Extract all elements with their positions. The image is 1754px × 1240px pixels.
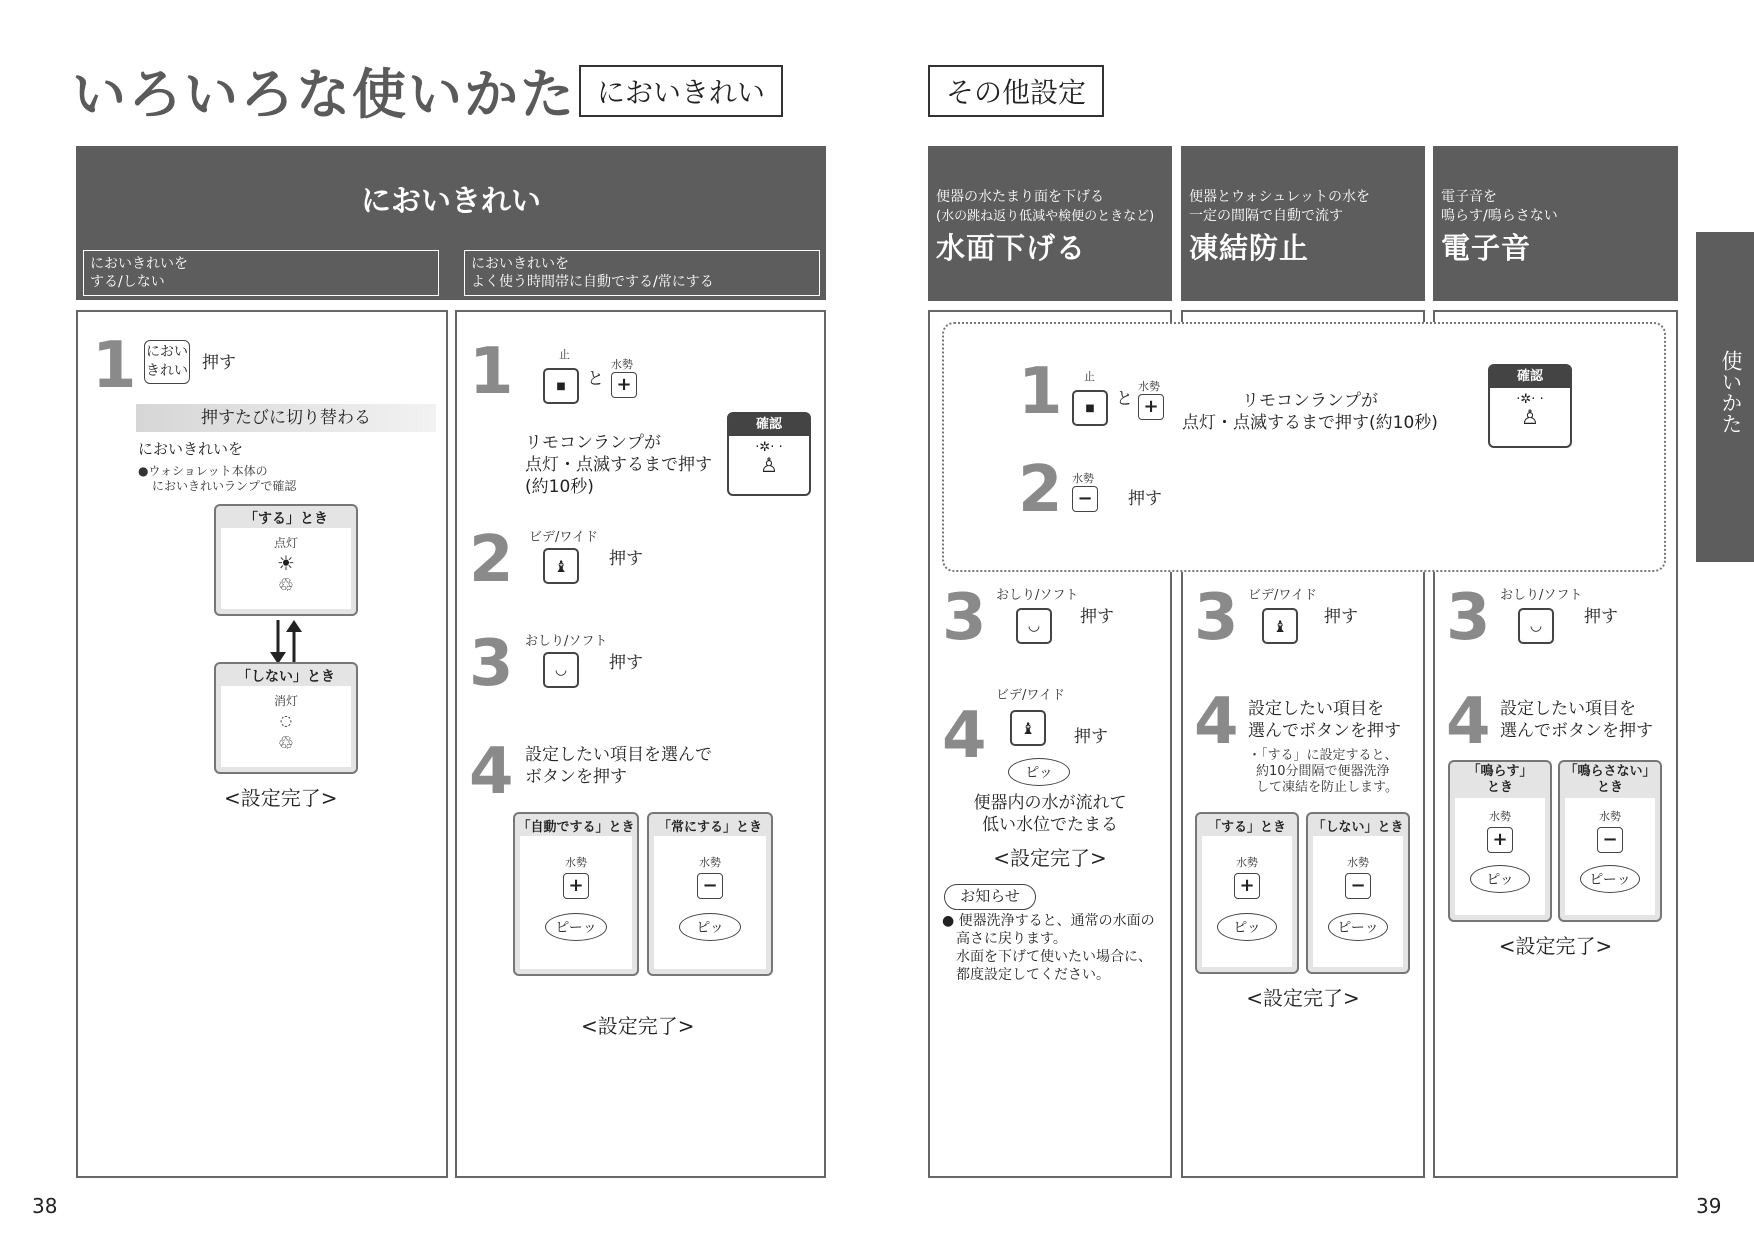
card-freeze-off <box>1306 812 1410 974</box>
confirm-lamp-box <box>1488 364 1572 448</box>
water-label: 水勢 <box>1347 856 1369 869</box>
water-minus-button[interactable]: − <box>1597 827 1623 853</box>
desc-line2: 一定の間隔で自動で流す <box>1189 208 1343 224</box>
col2-step4-line2: 選んでボタンを押す <box>1248 721 1401 741</box>
setting-done: <設定完了> <box>1246 986 1360 1010</box>
notice-line4: 都度設定してください。 <box>956 967 1110 983</box>
note-line3: においきれいランプで確認 <box>152 479 297 493</box>
blink-icon: ·✲· · <box>755 440 783 455</box>
setting-done: <設定完了> <box>1498 934 1613 958</box>
beep-bubble: ピーッ <box>545 913 607 941</box>
step-number: 1 <box>92 329 137 403</box>
beep-bubble: ピッ <box>1008 758 1070 786</box>
note-line1: においきれいを <box>138 440 244 458</box>
step2-action: 押す <box>609 549 643 569</box>
card-sound-on-header <box>1450 764 1550 796</box>
confirm-header: 確認 <box>729 414 809 436</box>
side-tab-usage[interactable]: 使いかた <box>1696 232 1754 562</box>
card-freeze-on-header: 「する」とき <box>1207 820 1286 835</box>
oshiri-label: おしり/ソフト <box>996 588 1079 603</box>
water-plus-button[interactable]: + <box>563 873 589 899</box>
shared-step1-line1: リモコンランプが <box>1241 391 1378 411</box>
beep-bubble: ピッ <box>1217 913 1277 941</box>
col1-result-line2: 低い水位でたまる <box>982 815 1118 835</box>
lamp-off-icon: ◌ <box>279 713 293 729</box>
section-title-box: においきれい <box>579 65 783 117</box>
desc-line2: (水の跳ね返り低減や検便のときなど) <box>936 209 1155 224</box>
subbox-auto-line1: においきれいを <box>471 256 569 272</box>
step-action: 押す <box>202 353 236 373</box>
shared-step1-text <box>1182 390 1438 434</box>
water-plus-button[interactable]: + <box>1234 873 1260 899</box>
and-text: と <box>587 369 604 389</box>
water-label: 水勢 <box>1489 810 1511 823</box>
lamp-on-icon: ☀ <box>277 551 295 575</box>
beep-bubble: ピッ <box>679 913 741 941</box>
oshiri-label: おしり/ソフト <box>1500 588 1583 603</box>
confirm-lamp-box <box>727 412 811 496</box>
notice-text <box>942 912 1168 984</box>
nioi-header-title: においきれい <box>361 184 541 219</box>
and-text: と <box>1116 389 1133 409</box>
shared-step2-action: 押す <box>1128 489 1162 509</box>
water-label: 水勢 <box>699 856 721 869</box>
header-freeze <box>1181 146 1425 301</box>
header-freeze-desc <box>1189 188 1370 226</box>
toggle-banner: 押すたびに切り替わる <box>136 404 436 432</box>
desc-line1: 便器の水たまり面を下げる <box>936 189 1104 205</box>
bidet-label: ビデ/ワイド <box>996 688 1065 703</box>
step4-text-line2: ボタンを押す <box>525 767 627 787</box>
card-freeze-off-header: 「しない」とき <box>1312 820 1404 835</box>
oshiri-icon: ◡ <box>554 662 568 678</box>
beep-bubble: ピッ <box>1470 865 1530 893</box>
bidet-button[interactable] <box>1010 710 1046 746</box>
notice-line2: 高さに戻ります。 <box>956 931 1067 947</box>
person-icon: ♙ <box>760 453 778 477</box>
water-label: 水勢 <box>1599 810 1621 823</box>
setting-done: <設定完了> <box>581 1014 695 1038</box>
step-number: 1 <box>1018 355 1063 429</box>
page-number-left: 38 <box>32 1194 58 1218</box>
bidet-icon: ♝ <box>553 556 569 576</box>
bidet-label: ビデ/ワイド <box>529 530 598 545</box>
step1-text-line1: リモコンランプが <box>525 433 661 453</box>
step-number: 4 <box>469 735 514 809</box>
page-title: いろいろな使いかた <box>72 63 576 126</box>
header-freeze-title: 凍結防止 <box>1189 231 1310 265</box>
subbox-auto <box>464 250 820 296</box>
header-water-level <box>928 146 1172 301</box>
button-label-line2: きれい <box>146 363 188 379</box>
notice-line1: ● 便器洗浄すると、通常の水面の <box>942 913 1155 929</box>
toggle-arrows-icon <box>266 618 306 666</box>
subbox-on-off-line1: においきれいを <box>90 256 188 272</box>
oshiri-button[interactable] <box>1016 608 1052 644</box>
step-number: 4 <box>942 699 987 773</box>
desc-line2: 鳴らす/鳴らさない <box>1441 208 1558 224</box>
header-sound-desc <box>1441 188 1558 226</box>
col1-step3-action: 押す <box>1080 607 1114 627</box>
col2-step4-note <box>1248 748 1398 796</box>
note-line2: ●ウォショレット本体の <box>138 464 268 478</box>
water-label: 水勢 <box>1072 472 1094 485</box>
water-label: 水勢 <box>565 856 587 869</box>
water-label: 水勢 <box>611 358 633 371</box>
water-plus-button[interactable]: + <box>1138 394 1164 420</box>
shared-step1-line2: 点灯・点滅するまで押す(約10秒) <box>1182 413 1438 433</box>
card-header-line2: とき <box>1486 780 1513 795</box>
stop-icon: ■ <box>556 380 566 392</box>
step-number: 2 <box>469 523 514 597</box>
water-minus-button[interactable]: − <box>1345 873 1371 899</box>
card-header-line2: とき <box>1596 780 1623 795</box>
oshiri-button[interactable] <box>1518 608 1554 644</box>
step-number: 3 <box>469 627 514 701</box>
nioi-header <box>76 146 826 300</box>
step1-text-line2: 点灯・点滅するまで押す <box>525 455 712 475</box>
deodorize-icon: ♲ <box>277 733 295 754</box>
col2-note-line3: して凍結を防止します。 <box>1256 780 1398 795</box>
water-minus-button[interactable]: − <box>697 873 723 899</box>
col1-result-line1: 便器内の水が流れて <box>973 793 1127 813</box>
person-icon: ♙ <box>1521 405 1539 429</box>
section-title-box: その他設定 <box>928 65 1104 117</box>
setting-done: <設定完了> <box>993 846 1107 870</box>
bidet-icon: ♝ <box>1020 718 1036 738</box>
col2-note-line2: 約10分間隔で便器洗浄 <box>1256 764 1390 779</box>
step4-text-line1: 設定したい項目を選んで <box>525 745 712 765</box>
beep-bubble: ピーッ <box>1328 913 1388 941</box>
card-always <box>647 812 773 976</box>
card-on <box>214 504 358 616</box>
water-label: 水勢 <box>1236 856 1258 869</box>
header-water-level-desc <box>936 188 1154 226</box>
water-plus-button[interactable]: + <box>611 372 637 398</box>
water-label: 水勢 <box>1138 380 1160 393</box>
notice-label: お知らせ <box>944 884 1036 910</box>
oshiri-button[interactable] <box>543 652 579 688</box>
bidet-icon: ♝ <box>1272 616 1288 636</box>
card-freeze-on <box>1195 812 1299 974</box>
stop-label: 止 <box>1084 370 1095 383</box>
header-sound-title: 電子音 <box>1441 231 1532 265</box>
step1-text-line3: (約10秒) <box>525 477 594 497</box>
card-on-label: 点灯 <box>273 536 298 550</box>
button-label-line1: におい <box>146 344 188 360</box>
beep-bubble: ピーッ <box>1580 865 1640 893</box>
card-sound-off-header <box>1560 764 1660 796</box>
col3-step4-text <box>1500 698 1653 742</box>
step-number: 3 <box>942 581 987 655</box>
bidet-button[interactable] <box>543 548 579 584</box>
col1-step4-action: 押す <box>1074 727 1108 747</box>
col3-step4-line2: 選んでボタンを押す <box>1500 721 1653 741</box>
col2-note-line1: ・「する」に設定すると、 <box>1248 748 1398 763</box>
step4-text <box>525 744 712 788</box>
col2-step3-action: 押す <box>1324 607 1358 627</box>
step-number: 4 <box>1446 685 1491 759</box>
card-sound-off <box>1558 760 1662 922</box>
card-auto <box>513 812 639 976</box>
stop-button[interactable] <box>543 368 579 404</box>
step1-text <box>525 432 712 498</box>
nioi-kirei-button[interactable] <box>144 340 190 384</box>
desc-line1: 便器とウォシュレットの水を <box>1189 189 1371 205</box>
card-off-header: 「しない」とき <box>237 669 335 685</box>
confirm-header: 確認 <box>1490 366 1570 388</box>
setting-done: <設定完了> <box>224 786 338 810</box>
card-header-line1: 「鳴らす」 <box>1467 764 1533 779</box>
stop-label: 止 <box>559 348 570 361</box>
stop-icon: ■ <box>1085 402 1095 414</box>
panel-auto <box>455 310 826 1178</box>
card-sound-on <box>1448 760 1552 922</box>
card-on-header: 「する」とき <box>244 511 328 527</box>
deodorize-icon: ♲ <box>277 575 295 596</box>
notice-line3: 水面を下げて使いたい場合に、 <box>956 949 1152 965</box>
page-number-right: 39 <box>1696 1194 1722 1218</box>
col2-step4-line1: 設定したい項目を <box>1248 699 1384 719</box>
card-header-line1: 「鳴らさない」 <box>1564 764 1656 779</box>
stop-button[interactable] <box>1072 390 1108 426</box>
col1-result <box>928 792 1172 836</box>
col3-step4-line1: 設定したい項目を <box>1500 699 1636 719</box>
oshiri-icon: ◡ <box>1027 618 1041 634</box>
blink-icon: ·✲· · <box>1516 392 1544 407</box>
panel-on-off <box>76 310 448 1178</box>
water-minus-button[interactable]: − <box>1072 486 1098 512</box>
subbox-on-off-line2: する/しない <box>90 274 165 290</box>
oshiri-label: おしり/ソフト <box>525 634 608 649</box>
header-water-level-title: 水面下げる <box>936 231 1087 265</box>
card-off <box>214 662 358 774</box>
water-plus-button[interactable]: + <box>1487 827 1513 853</box>
step-number: 4 <box>1194 685 1239 759</box>
step-number: 3 <box>1446 581 1491 655</box>
subbox-auto-line2: よく使う時間帯に自動でする/常にする <box>471 274 714 290</box>
card-always-header: 「常にする」とき <box>657 820 762 835</box>
card-auto-header: 「自動でする」とき <box>517 820 635 835</box>
col2-step4-text <box>1248 698 1401 742</box>
desc-line1: 電子音を <box>1441 189 1497 205</box>
card-off-label: 消灯 <box>273 694 298 708</box>
bidet-button[interactable] <box>1262 608 1298 644</box>
col3-step3-action: 押す <box>1584 607 1618 627</box>
step-number: 3 <box>1194 581 1239 655</box>
oshiri-icon: ◡ <box>1529 618 1543 634</box>
bidet-label: ビデ/ワイド <box>1248 588 1317 603</box>
step3-action: 押す <box>609 653 643 673</box>
header-sound <box>1433 146 1678 301</box>
shared-steps-box <box>942 322 1666 572</box>
step-number: 2 <box>1018 453 1063 527</box>
subbox-on-off <box>83 250 439 296</box>
step-number: 1 <box>469 335 514 409</box>
